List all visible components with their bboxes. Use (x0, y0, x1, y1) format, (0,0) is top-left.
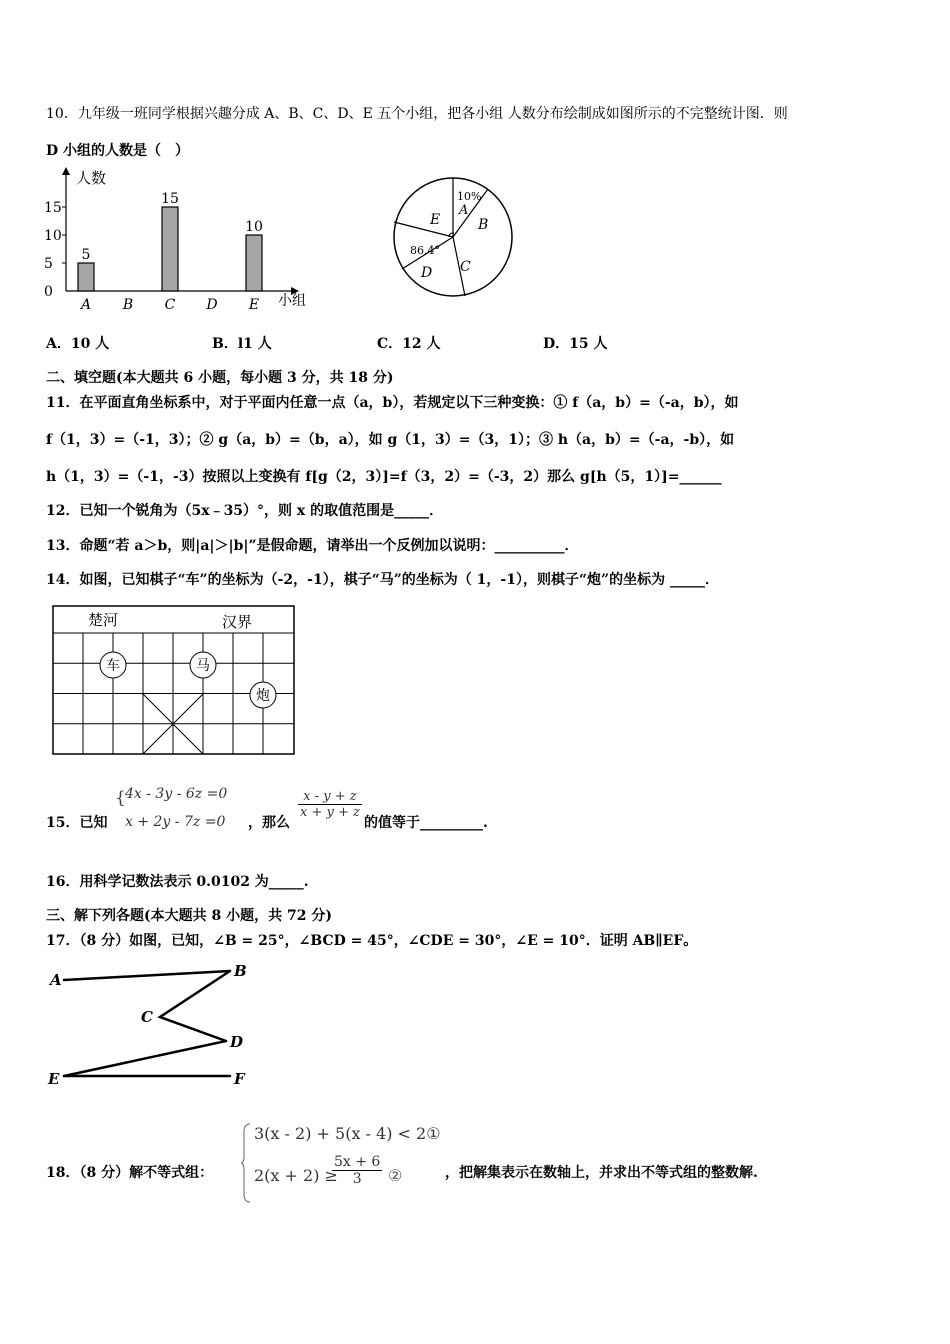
pie-divider (394, 222, 453, 237)
pie-annotation-a: 10% (457, 190, 482, 203)
q10-option-b: B．l1 人 (212, 336, 272, 352)
q18-ineq2-left: 2(x + 2) ≥ (254, 1166, 338, 1185)
pie-label-d: D (421, 265, 433, 281)
x-category-label: A (80, 297, 92, 313)
q18-denominator: 3 (352, 1171, 362, 1187)
q17-text: 17．（8 分）如图，已知，∠B = 25°，∠BCD = 45°，∠CDE = 30°，∠E = 10°．证明 AB∥EF。 (46, 933, 698, 949)
point-c: C (141, 1008, 153, 1026)
q15-brace: { (115, 788, 126, 808)
x-category-label: C (164, 297, 176, 313)
pie-chart (390, 174, 520, 304)
x-category-label: D (206, 297, 218, 313)
river-right: 汉界 (222, 613, 253, 631)
point-b: B (234, 962, 247, 980)
q15-eq1: 4x - 3y - 6z =0 (125, 786, 228, 802)
q15-prefix: 15．已知 (46, 815, 108, 831)
section-3-heading: 三、解下列各题(本大题共 8 小题，共 72 分) (46, 908, 332, 924)
q14-text: 14．如图，已知棋子“车”的坐标为（-2，-1），棋子“马”的坐标为（ 1，-1），则棋子“炮”的坐标为 _____． (46, 572, 719, 588)
bar-data-label: 15 (161, 191, 179, 207)
q15-mid: ，那么 (248, 815, 290, 831)
chess-board (50, 603, 298, 759)
q18-fraction (332, 1154, 382, 1187)
q10-option-a: A．10 人 (46, 336, 110, 352)
q11-line1: 11．在平面直角坐标系中，对于平面内任意一点（a，b），若规定以下三种变换：① f（a，b）=（-a，b），如 (46, 395, 739, 411)
q18-ineq1: 3(x - 2) + 5(x - 4) < 2① (254, 1124, 441, 1143)
x-category-label: B (122, 297, 134, 313)
point-f: F (234, 1070, 245, 1088)
pie-label-c: C (460, 259, 471, 275)
bar-data-label: 10 (245, 219, 263, 235)
bar-chart (40, 165, 340, 315)
pie-label-e: E (430, 212, 441, 228)
piece-che: 车 (106, 658, 120, 674)
point-d: D (230, 1033, 244, 1051)
q18-numerator: 5x + 6 (334, 1154, 381, 1170)
y-tick-label: 5 (44, 256, 53, 272)
piece-pao: 炮 (256, 688, 270, 704)
q10-option-c: C．12 人 (377, 336, 441, 352)
q10-option-d: D．15 人 (543, 336, 608, 352)
q15-suffix: 的值等于_________. (364, 815, 488, 831)
q12-text: 12．已知一个锐角为（5x﹣35）°，则 x 的取值范围是_____． (46, 503, 444, 519)
section-2-heading: 二、填空题(本大题共 6 小题，每小题 3 分，共 18 分) (46, 370, 394, 386)
q13-text: 13．命题“若 a＞b，则|a|＞|b|”是假命题，请举出一个反例加以说明：__________． (46, 538, 579, 554)
y-tick-label: 0 (44, 284, 53, 300)
q11-line2: f（1，3）=（-1，3）；② g（a，b）=（b，a），如 g（1，3）=（3，1）；③ h（a，b）=（-a，-b），如 (46, 432, 735, 448)
bar-data-label: 5 (81, 247, 91, 263)
q15-denominator: x + y + z (300, 805, 360, 820)
y-tick-label: 15 (44, 200, 62, 216)
q15-fraction (298, 789, 362, 820)
q17-figure (40, 955, 260, 1090)
q15-numerator: x - y + z (298, 789, 362, 805)
bar-C (162, 207, 178, 291)
q15-eq2: x + 2y - 7z =0 (125, 814, 226, 830)
point-e: E (48, 1070, 60, 1088)
pie-label-b: B (478, 217, 489, 233)
pie-label-a: A (459, 203, 469, 218)
bar-A (78, 263, 94, 291)
q10-line2: D 小组的人数是（ ） (46, 143, 190, 159)
q18-mark2: ② (388, 1166, 403, 1185)
bar-E (246, 235, 262, 291)
x-category-label: E (248, 297, 260, 313)
x-axis-label: 小组 (278, 293, 306, 309)
y-axis-arrow (62, 167, 70, 175)
pie-annotation-d: 86.4° (410, 244, 440, 257)
y-tick-label: 10 (44, 228, 62, 244)
q18-suffix: ，把解集表示在数轴上，并求出不等式组的整数解. (445, 1165, 758, 1181)
q10-line1: 10．九年级一班同学根据兴趣分成 A、B、C、D、E 五个小组，把各小组 人数分布绘制成如图所示的不完整统计图．则 (46, 106, 788, 122)
piece-ma: 马 (196, 658, 210, 674)
q16-text: 16．用科学记数法表示 0.0102 为_____. (46, 874, 309, 890)
q11-line3: h（1，3）=（-1，-3）按照以上变换有 f[g（2，3）]=f（3，2）=（-3，2）那么 g[h（5，1）]=______ (46, 469, 722, 485)
point-a: A (50, 971, 62, 989)
q18-brace (240, 1122, 252, 1204)
river-left: 楚河 (88, 611, 119, 629)
y-axis-label: 人数 (76, 169, 107, 187)
q18-prefix: 18．（8 分）解不等式组： (46, 1165, 214, 1181)
